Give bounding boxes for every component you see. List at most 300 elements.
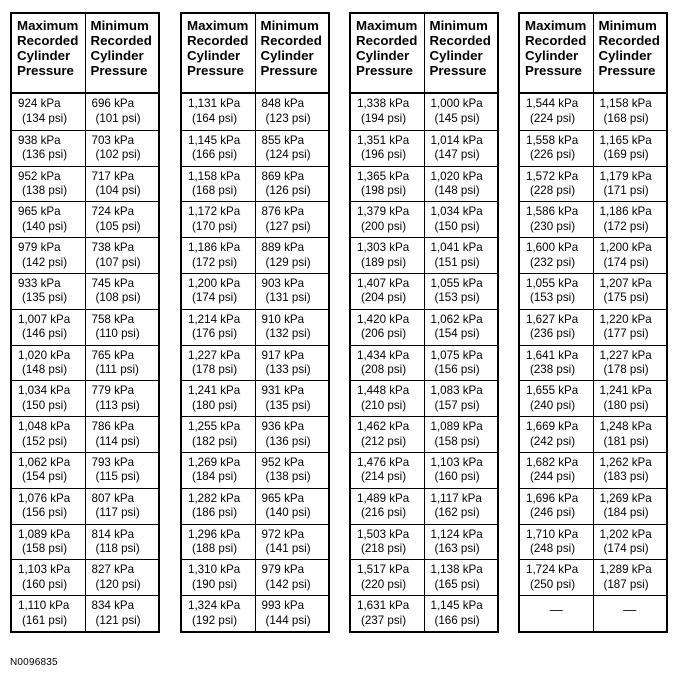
psi-value: (182 psi) (192, 434, 238, 448)
psi-value: (123 psi) (265, 111, 311, 125)
psi-value: (187 psi) (603, 577, 649, 591)
table-row (351, 345, 497, 381)
psi-value: (120 psi) (95, 577, 141, 591)
table-row (520, 273, 666, 309)
table-row (12, 166, 158, 202)
kpa-value: 1,669 kPa (526, 420, 579, 434)
psi-value: (174 psi) (603, 542, 649, 556)
kpa-value: 717 kPa (91, 169, 135, 183)
max-pressure-cell (12, 489, 85, 524)
table-row (520, 130, 666, 166)
psi-value: (184 psi) (603, 506, 649, 520)
kpa-value: 1,062 kPa (430, 312, 483, 326)
min-pressure-cell (85, 131, 159, 166)
psi-value: (124 psi) (265, 148, 311, 162)
min-pressure-cell (424, 238, 498, 273)
min-pressure-cell (424, 560, 498, 595)
kpa-value: 1,544 kPa (526, 97, 579, 110)
kpa-value: 1,200 kPa (188, 276, 241, 290)
table-row (12, 273, 158, 309)
min-pressure-cell (255, 167, 329, 202)
table-row (12, 237, 158, 273)
kpa-value: 1,158 kPa (188, 169, 241, 183)
kpa-value: 917 kPa (261, 348, 305, 362)
kpa-value: 979 kPa (261, 563, 305, 577)
kpa-value: 1,289 kPa (599, 563, 652, 577)
max-pressure-cell (520, 274, 593, 309)
kpa-value: 1,351 kPa (357, 133, 410, 147)
pressure-table (349, 12, 499, 633)
min-pressure-cell (255, 417, 329, 452)
min-pressure-cell (255, 596, 329, 631)
min-pressure-cell (255, 453, 329, 488)
kpa-value: 1,227 kPa (599, 348, 652, 362)
kpa-value: 1,365 kPa (357, 169, 410, 183)
psi-value: (153 psi) (530, 291, 576, 305)
psi-value: (126 psi) (265, 184, 311, 198)
min-pressure-cell (593, 274, 667, 309)
min-pressure-cell (255, 202, 329, 237)
min-pressure-cell (255, 310, 329, 345)
table-row (182, 559, 328, 595)
kpa-value: 869 kPa (261, 169, 305, 183)
psi-value: (184 psi) (192, 470, 238, 484)
psi-value: (152 psi) (22, 434, 68, 448)
psi-value: (214 psi) (361, 470, 407, 484)
min-pressure-cell (85, 489, 159, 524)
max-pressure-cell (182, 94, 255, 130)
psi-value: (218 psi) (361, 542, 407, 556)
psi-value: (162 psi) (434, 506, 480, 520)
table-row (351, 380, 497, 416)
max-pressure-cell (351, 238, 424, 273)
kpa-value: 1,200 kPa (599, 241, 652, 255)
max-pressure-cell (351, 381, 424, 416)
kpa-value: 1,000 kPa (430, 97, 483, 110)
psi-value: (178 psi) (192, 363, 238, 377)
header-maximum: Maximum Recorded Cylinder Pressure (525, 18, 587, 78)
kpa-value: 1,241 kPa (599, 384, 652, 398)
min-pressure-cell (85, 167, 159, 202)
psi-value: (121 psi) (95, 613, 141, 627)
max-pressure-cell (12, 94, 85, 130)
pressure-table (180, 12, 330, 633)
max-pressure-cell (351, 346, 424, 381)
kpa-value: 1,269 kPa (599, 491, 652, 505)
kpa-value: 1,282 kPa (188, 491, 241, 505)
psi-value: (111 psi) (95, 363, 139, 377)
table-row (351, 524, 497, 560)
max-pressure-cell (520, 167, 593, 202)
max-pressure-cell (520, 525, 593, 560)
psi-value: (176 psi) (192, 327, 238, 341)
min-pressure-cell (85, 238, 159, 273)
min-pressure-cell (85, 453, 159, 488)
kpa-value: 938 kPa (18, 133, 61, 147)
kpa-value: 793 kPa (91, 455, 135, 469)
kpa-value: 1,131 kPa (188, 97, 241, 110)
psi-value: (166 psi) (434, 613, 480, 627)
psi-value: (188 psi) (192, 542, 238, 556)
min-pressure-cell (424, 131, 498, 166)
psi-value: (131 psi) (265, 291, 311, 305)
min-pressure-cell (424, 274, 498, 309)
kpa-value: 1,117 kPa (430, 491, 482, 505)
psi-value: (196 psi) (361, 148, 407, 162)
min-pressure-cell (593, 238, 667, 273)
kpa-value: 1,007 kPa (18, 312, 71, 326)
table-row (12, 452, 158, 488)
psi-value: (142 psi) (22, 255, 68, 269)
max-pressure-cell (182, 202, 255, 237)
min-pressure-cell (424, 596, 498, 631)
psi-value: (238 psi) (530, 363, 576, 377)
min-pressure-cell (255, 131, 329, 166)
kpa-value: 1,165 kPa (599, 133, 652, 147)
kpa-value: 1,241 kPa (188, 384, 241, 398)
max-pressure-cell (520, 489, 593, 524)
psi-value: (200 psi) (361, 219, 407, 233)
max-pressure-cell (182, 346, 255, 381)
kpa-value: 1,145 kPa (430, 599, 483, 613)
psi-value: (110 psi) (95, 327, 140, 341)
psi-value: (107 psi) (95, 255, 141, 269)
kpa-value: 1,089 kPa (18, 527, 71, 541)
psi-value: (237 psi) (361, 613, 407, 627)
psi-value: (156 psi) (434, 363, 480, 377)
table-row (520, 345, 666, 381)
table-row (12, 201, 158, 237)
psi-value: (174 psi) (192, 291, 238, 305)
psi-value: (144 psi) (265, 613, 311, 627)
table-row (351, 237, 497, 273)
kpa-value: 1,075 kPa (430, 348, 483, 362)
max-pressure-cell (182, 417, 255, 452)
min-pressure-cell (424, 453, 498, 488)
min-pressure-cell (593, 202, 667, 237)
kpa-value: 924 kPa (18, 97, 61, 110)
table-row (520, 524, 666, 560)
kpa-value: 952 kPa (18, 169, 61, 183)
max-pressure-cell (351, 274, 424, 309)
table-row (351, 416, 497, 452)
max-pressure-cell (182, 596, 255, 631)
kpa-value: 1,476 kPa (357, 455, 410, 469)
psi-value: (104 psi) (95, 184, 141, 198)
kpa-value: 1,034 kPa (18, 384, 71, 398)
kpa-value: 807 kPa (91, 491, 135, 505)
psi-value: (132 psi) (265, 327, 311, 341)
psi-value: (135 psi) (265, 398, 311, 412)
kpa-value: 1,586 kPa (526, 205, 579, 219)
kpa-value: 931 kPa (261, 384, 305, 398)
max-pressure-cell (12, 202, 85, 237)
max-pressure-cell (12, 131, 85, 166)
psi-value: (181 psi) (603, 434, 649, 448)
psi-value: (166 psi) (192, 148, 238, 162)
table-row (520, 595, 666, 631)
table-row (520, 166, 666, 202)
max-pressure-cell (520, 381, 593, 416)
min-pressure-cell (424, 525, 498, 560)
max-pressure-empty: — (549, 602, 563, 618)
psi-value: (150 psi) (434, 219, 480, 233)
min-pressure-cell (85, 381, 159, 416)
kpa-value: 993 kPa (261, 599, 305, 613)
psi-value: (172 psi) (192, 255, 238, 269)
max-pressure-cell (520, 417, 593, 452)
psi-value: (148 psi) (434, 184, 480, 198)
psi-value: (208 psi) (361, 363, 407, 377)
psi-value: (141 psi) (265, 542, 311, 556)
kpa-value: 1,124 kPa (430, 527, 483, 541)
max-pressure-cell (182, 453, 255, 488)
kpa-value: 758 kPa (91, 312, 135, 326)
table-header (520, 14, 666, 94)
kpa-value: 1,303 kPa (357, 241, 410, 255)
max-pressure-cell (182, 489, 255, 524)
kpa-value: 1,710 kPa (526, 527, 579, 541)
min-pressure-cell (424, 489, 498, 524)
kpa-value: 1,324 kPa (188, 599, 241, 613)
min-pressure-cell (255, 560, 329, 595)
psi-value: (210 psi) (361, 398, 407, 412)
psi-value: (158 psi) (434, 434, 480, 448)
psi-value: (140 psi) (22, 219, 68, 233)
psi-value: (148 psi) (22, 363, 68, 377)
psi-value: (172 psi) (603, 219, 649, 233)
min-pressure-cell (424, 310, 498, 345)
min-pressure-cell (85, 310, 159, 345)
kpa-value: 1,103 kPa (430, 455, 483, 469)
max-pressure-cell (182, 381, 255, 416)
max-pressure-cell (351, 417, 424, 452)
psi-value: (151 psi) (434, 255, 480, 269)
psi-value: (232 psi) (530, 255, 576, 269)
max-pressure-cell (12, 310, 85, 345)
table-row (520, 452, 666, 488)
table-row (12, 94, 158, 130)
kpa-value: 1,220 kPa (599, 312, 652, 326)
kpa-value: 696 kPa (91, 97, 135, 110)
psi-value: (220 psi) (361, 577, 407, 591)
kpa-value: 979 kPa (18, 241, 61, 255)
max-pressure-cell (12, 453, 85, 488)
kpa-value: 1,034 kPa (430, 205, 483, 219)
kpa-value: 1,448 kPa (357, 384, 410, 398)
kpa-value: 889 kPa (261, 241, 305, 255)
kpa-value: 765 kPa (91, 348, 135, 362)
kpa-value: 1,724 kPa (526, 563, 579, 577)
psi-value: (226 psi) (530, 148, 576, 162)
table-row (182, 273, 328, 309)
kpa-value: 1,062 kPa (18, 455, 71, 469)
header-maximum: Maximum Recorded Cylinder Pressure (17, 18, 79, 78)
min-pressure-cell (424, 202, 498, 237)
kpa-value: 703 kPa (91, 133, 135, 147)
psi-value: (194 psi) (361, 111, 407, 125)
kpa-value: 1,041 kPa (430, 241, 483, 255)
table-header (12, 14, 158, 94)
table-row (182, 130, 328, 166)
table-row (182, 488, 328, 524)
min-pressure-cell (593, 346, 667, 381)
kpa-value: 1,110 kPa (18, 599, 70, 613)
kpa-value: 1,202 kPa (599, 527, 652, 541)
psi-value: (129 psi) (265, 255, 311, 269)
kpa-value: 848 kPa (261, 97, 305, 110)
psi-value: (134 psi) (22, 111, 68, 125)
kpa-value: 1,186 kPa (188, 241, 241, 255)
max-pressure-cell (182, 274, 255, 309)
psi-value: (216 psi) (361, 506, 407, 520)
table-body (520, 94, 666, 631)
kpa-value: 786 kPa (91, 420, 135, 434)
psi-value: (175 psi) (603, 291, 649, 305)
psi-value: (246 psi) (530, 506, 576, 520)
kpa-value: 1,214 kPa (188, 312, 241, 326)
table-row (351, 595, 497, 631)
psi-value: (170 psi) (192, 219, 238, 233)
kpa-value: 738 kPa (91, 241, 135, 255)
max-pressure-cell (520, 94, 593, 130)
table-row (182, 94, 328, 130)
max-pressure-cell (182, 238, 255, 273)
max-pressure-cell (351, 131, 424, 166)
psi-value: (136 psi) (22, 148, 68, 162)
min-pressure-cell (85, 274, 159, 309)
min-pressure-cell (255, 94, 329, 130)
psi-value: (250 psi) (530, 577, 576, 591)
min-pressure-cell (593, 560, 667, 595)
kpa-value: 814 kPa (91, 527, 135, 541)
psi-value: (102 psi) (95, 148, 141, 162)
psi-value: (180 psi) (603, 398, 649, 412)
min-pressure-cell (255, 274, 329, 309)
max-pressure-cell (12, 560, 85, 595)
psi-value: (169 psi) (603, 148, 649, 162)
kpa-value: 779 kPa (91, 384, 135, 398)
psi-value: (192 psi) (192, 613, 238, 627)
psi-value: (242 psi) (530, 434, 576, 448)
psi-value: (164 psi) (192, 111, 238, 125)
table-row (351, 166, 497, 202)
min-pressure-cell (85, 346, 159, 381)
table-row (182, 595, 328, 631)
kpa-value: 1,055 kPa (526, 276, 579, 290)
max-pressure-cell (520, 453, 593, 488)
min-pressure-cell (255, 525, 329, 560)
kpa-value: 1,434 kPa (357, 348, 410, 362)
max-pressure-cell (351, 560, 424, 595)
table-row (351, 201, 497, 237)
psi-value: (198 psi) (361, 184, 407, 198)
table-row (520, 309, 666, 345)
max-pressure-cell (351, 596, 424, 631)
psi-value: (138 psi) (265, 470, 311, 484)
table-body (12, 94, 158, 631)
table-row (12, 524, 158, 560)
max-pressure-cell (12, 167, 85, 202)
kpa-value: 1,158 kPa (599, 97, 652, 110)
kpa-value: 1,255 kPa (188, 420, 241, 434)
kpa-value: 1,014 kPa (430, 133, 483, 147)
psi-value: (140 psi) (265, 506, 311, 520)
psi-value: (142 psi) (265, 577, 311, 591)
table-row (182, 524, 328, 560)
min-pressure-cell (424, 94, 498, 130)
psi-value: (101 psi) (95, 111, 141, 125)
table-row (520, 488, 666, 524)
table-row (182, 237, 328, 273)
kpa-value: 1,558 kPa (526, 133, 579, 147)
psi-value: (133 psi) (265, 363, 311, 377)
psi-value: (206 psi) (361, 327, 407, 341)
kpa-value: 827 kPa (91, 563, 135, 577)
table-row (12, 488, 158, 524)
table-row (520, 416, 666, 452)
min-pressure-cell (593, 381, 667, 416)
min-pressure-cell (424, 167, 498, 202)
psi-value: (163 psi) (434, 542, 480, 556)
table-row (182, 201, 328, 237)
table-row (351, 273, 497, 309)
min-pressure-cell (593, 417, 667, 452)
header-minimum: Minimum Recorded Cylinder Pressure (424, 14, 498, 92)
min-pressure-cell (593, 453, 667, 488)
min-pressure-cell (255, 381, 329, 416)
kpa-value: 1,641 kPa (526, 348, 579, 362)
table-body (351, 94, 497, 631)
max-pressure-cell (351, 202, 424, 237)
kpa-value: 834 kPa (91, 599, 135, 613)
min-pressure-cell (593, 131, 667, 166)
kpa-value: 1,248 kPa (599, 420, 652, 434)
psi-value: (224 psi) (530, 111, 576, 125)
min-pressure-cell (255, 238, 329, 273)
table-row (12, 345, 158, 381)
psi-value: (147 psi) (434, 148, 480, 162)
kpa-value: 1,186 kPa (599, 205, 652, 219)
min-pressure-cell (593, 167, 667, 202)
psi-value: (114 psi) (95, 434, 140, 448)
psi-value: (186 psi) (192, 506, 238, 520)
kpa-value: 1,489 kPa (357, 491, 410, 505)
psi-value: (136 psi) (265, 434, 311, 448)
kpa-value: 1,310 kPa (188, 563, 241, 577)
psi-value: (190 psi) (192, 577, 238, 591)
max-pressure-cell (520, 202, 593, 237)
min-pressure-cell (593, 94, 667, 130)
kpa-value: 1,227 kPa (188, 348, 241, 362)
psi-value: (138 psi) (22, 184, 68, 198)
table-row (520, 380, 666, 416)
psi-value: (145 psi) (434, 111, 480, 125)
table-body (182, 94, 328, 631)
max-pressure-cell (12, 346, 85, 381)
table-row (12, 130, 158, 166)
max-pressure-cell (182, 131, 255, 166)
psi-value: (127 psi) (265, 219, 311, 233)
psi-value: (236 psi) (530, 327, 576, 341)
table-row (520, 237, 666, 273)
kpa-value: 1,462 kPa (357, 420, 410, 434)
kpa-value: 1,407 kPa (357, 276, 410, 290)
max-pressure-cell (520, 346, 593, 381)
max-pressure-cell (182, 310, 255, 345)
kpa-value: 1,631 kPa (357, 599, 410, 613)
kpa-value: 855 kPa (261, 133, 305, 147)
